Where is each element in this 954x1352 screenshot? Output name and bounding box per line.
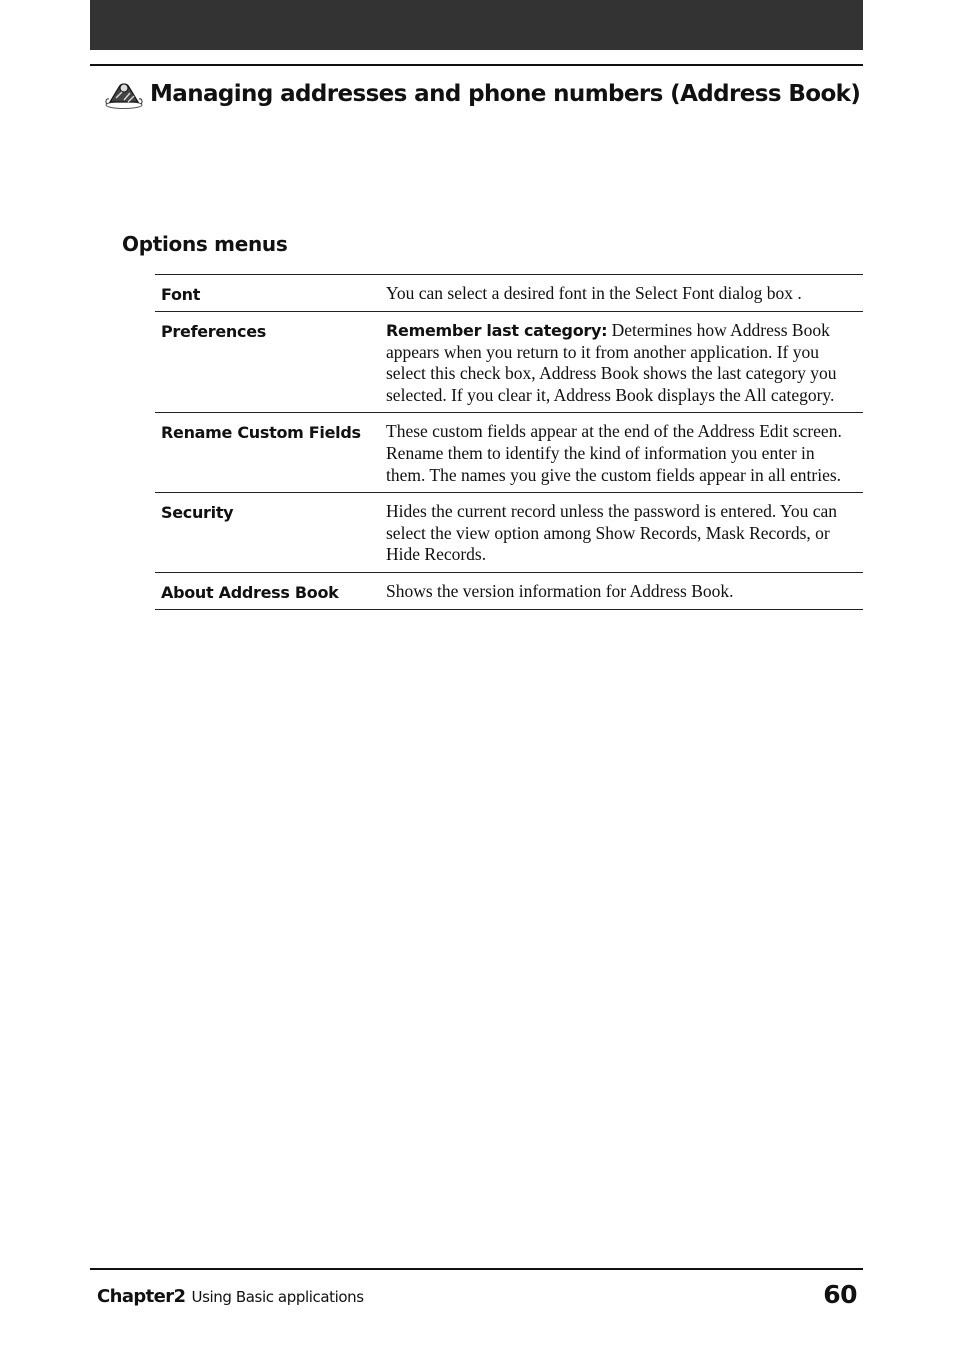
table-row bbox=[155, 312, 863, 413]
option-description-lead: Remember last category: bbox=[386, 321, 608, 340]
option-description-text: Shows the version information for Address Book. bbox=[386, 580, 734, 601]
footer-chapter bbox=[97, 1286, 364, 1307]
header-bar bbox=[90, 0, 863, 50]
table-row bbox=[155, 572, 863, 609]
page-number: 60 bbox=[823, 1280, 857, 1309]
title-divider bbox=[90, 64, 863, 66]
option-name: Font bbox=[155, 275, 381, 312]
option-description bbox=[381, 413, 863, 493]
options-table bbox=[155, 274, 863, 610]
option-description-text: Hides the current record unless the password is entered. You can select the view option among Show Records, Mask Records, or Hide Records. bbox=[386, 501, 837, 565]
option-name: About Address Book bbox=[155, 572, 381, 609]
option-description bbox=[381, 572, 863, 609]
option-description-text: Determines how Address Book appears when you return to it from another application. If you select this check box, Address Book shows the last category you selected. If you clear it, Address Book displays the All category. bbox=[386, 320, 837, 405]
option-name: Preferences bbox=[155, 312, 381, 413]
title-row bbox=[104, 76, 860, 112]
footer-divider bbox=[90, 1268, 863, 1270]
option-description bbox=[381, 312, 863, 413]
section-heading: Options menus bbox=[122, 232, 288, 256]
chapter-label: Chapter2 bbox=[97, 1286, 186, 1307]
option-description-text: These custom fields appear at the end of the Address Edit screen. Rename them to identify the kind of information you enter in them. The names you give the custom fields appear in all entries. bbox=[386, 421, 842, 485]
address-book-icon bbox=[104, 78, 144, 110]
chapter-title: Using Basic applications bbox=[191, 1288, 364, 1306]
option-name: Security bbox=[155, 493, 381, 573]
option-description-text: You can select a desired font in the Select Font dialog box . bbox=[386, 283, 802, 303]
table-row bbox=[155, 275, 863, 312]
option-name: Rename Custom Fields bbox=[155, 413, 381, 493]
option-description bbox=[381, 493, 863, 573]
page-title: Managing addresses and phone numbers (Address Book) bbox=[150, 81, 861, 107]
table-row bbox=[155, 413, 863, 493]
option-description bbox=[381, 275, 863, 312]
table-row bbox=[155, 493, 863, 573]
